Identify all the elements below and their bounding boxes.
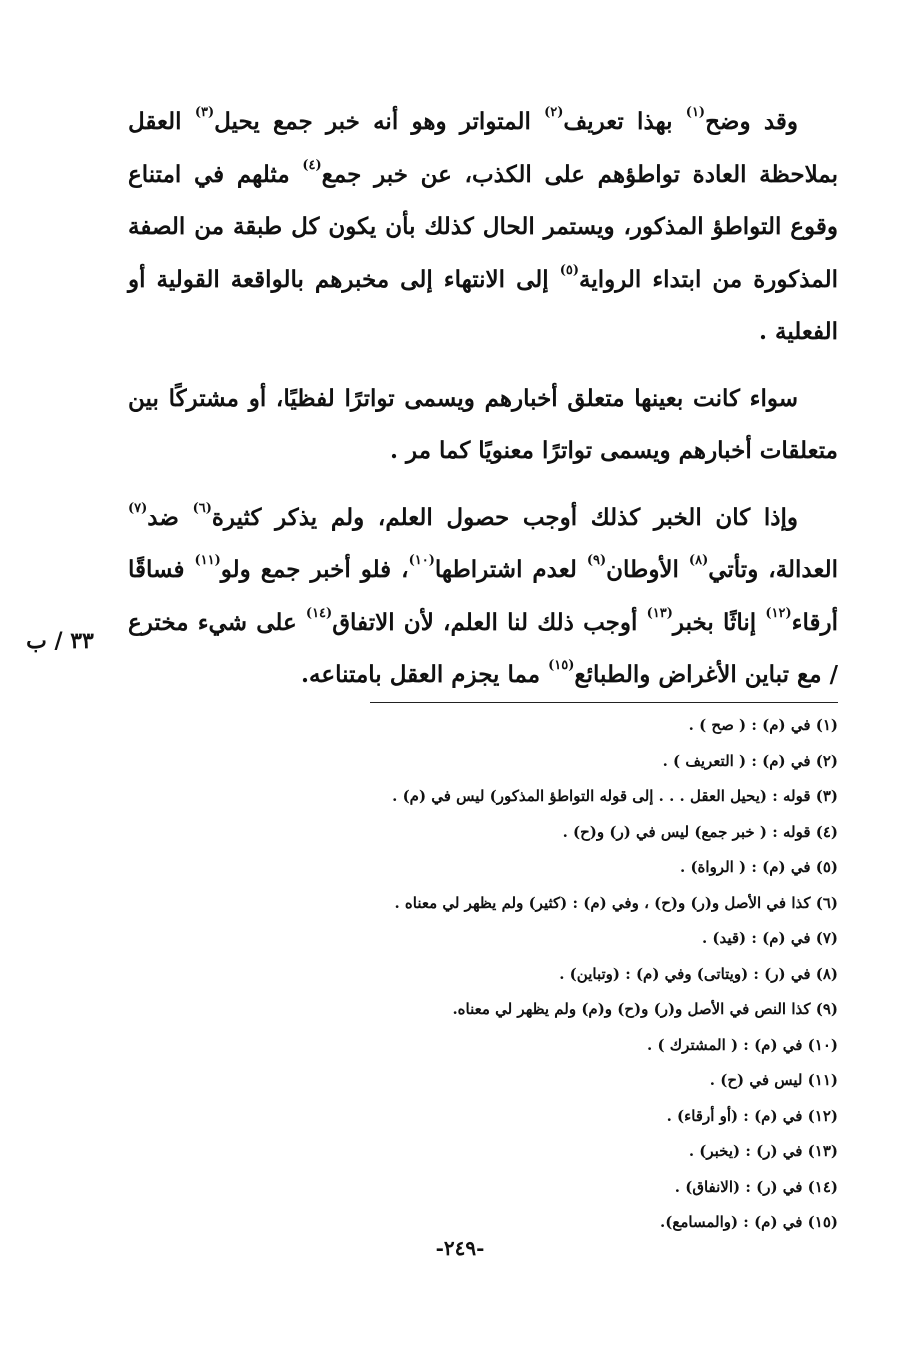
footnote-marker: (١٣) bbox=[646, 605, 673, 621]
footnote-marker: (٨) bbox=[688, 553, 709, 569]
footnote-marker: (٧) bbox=[128, 500, 148, 516]
footnote-7: (٧) في (م) : (قيد) . bbox=[701, 929, 838, 947]
footnote-marker: (٢) bbox=[544, 105, 564, 121]
paragraph-2 bbox=[128, 373, 838, 478]
footnote-8: (٨) في (ر) : (ويتاتى) وفي (م) : (وتباين) . bbox=[559, 964, 838, 983]
footnote-marker: (٥) bbox=[559, 262, 579, 278]
footnote-marker: (٦) bbox=[192, 500, 212, 516]
folio-marker: ٣٣ / ب bbox=[26, 628, 94, 654]
footnote-marker: (١٠) bbox=[408, 553, 435, 569]
footnote-15: (١٥) في (م) : (والمسامع). bbox=[660, 1213, 838, 1231]
text-segment: وإذا كان الخبر كذلك أوجب حصول العلم، ولم يذكر كثيرة bbox=[211, 503, 798, 531]
text-segment: بهذا تعريف bbox=[563, 108, 686, 135]
footnote-marker: (١٢) bbox=[765, 605, 792, 621]
footnote-2: (٢) في (م) : ( التعريف ) . bbox=[662, 751, 838, 770]
footnote-10: (١٠) في (م) : ( المشترك ) . bbox=[647, 1035, 838, 1054]
footnote-marker: (١) bbox=[685, 105, 706, 121]
footnote-11: (١١) ليس في (ح) . bbox=[709, 1071, 838, 1089]
footnote-marker: (١٥) bbox=[548, 658, 575, 674]
paragraph-1 bbox=[128, 96, 838, 359]
text-segment: العقل بملاحظة العادة تواطؤهم على الكذب، عن خبر جمع bbox=[128, 108, 838, 188]
footnote-3: (٣) قوله : (يحيل العقل . . . إلى قوله التواطؤ المذكور) ليس في (م) . bbox=[392, 787, 838, 805]
footnote-marker: (١٤) bbox=[305, 605, 333, 621]
main-text bbox=[128, 96, 838, 702]
text-segment: مما يجزم العقل بامتناعه. bbox=[301, 661, 549, 688]
text-segment: وقد وضح bbox=[705, 108, 798, 135]
footnote-marker: (٤) bbox=[302, 157, 322, 173]
footnote-5: (٥) في (م) : ( الرواة) . bbox=[680, 858, 838, 876]
text-segment: فساقًا أرقاء bbox=[128, 556, 838, 636]
text-segment: المتواتر وهو أنه خبر جمع يحيل bbox=[214, 108, 545, 135]
footnote-9: (٩) كذا النص في الأصل و(ر) و(ح) و(م) ولم يظهر لي معناه. bbox=[452, 1000, 838, 1018]
text-segment: ضد bbox=[147, 503, 193, 531]
footnote-6: (٦) كذا في الأصل و(ر) و(ح) ، وفي (م) : (كثير) ولم يظهر لي معناه . bbox=[394, 893, 838, 912]
footnotes-list bbox=[200, 708, 838, 1241]
paragraph-3 bbox=[128, 492, 838, 702]
footnote-12: (١٢) في (م) : (أو أرقاء) . bbox=[666, 1106, 838, 1125]
text-segment: مثلهم في امتناع وقوع التواطؤ المذكور، ويستمر الحال كذلك بأن يكون كل طبقة من الصفة المذكورة من ابتداء الرواية bbox=[128, 160, 838, 293]
footnote-marker: (٩) bbox=[586, 553, 607, 569]
text-segment: سواء كانت بعينها متعلق أخبارهم ويسمى تواترًا لفظيًا، أو مشتركًا بين متعلقات أخبارهم ويسمى تواترًا معنويًا كما مر . bbox=[128, 384, 838, 464]
text-segment: الأوطان bbox=[606, 556, 689, 583]
footnote-13: (١٣) في (ر) : (يخبر) . bbox=[688, 1142, 838, 1160]
footnote-marker: (١١) bbox=[194, 553, 221, 569]
footnote-marker: (٣) bbox=[194, 105, 215, 121]
page-number: -٢٤٩- bbox=[435, 1236, 485, 1260]
footnote-4: (٤) قوله : ( خبر جمع) ليس في (ر) و(ح) . bbox=[562, 822, 838, 841]
text-segment: على شيء مخترع / مع تباين الأغراض والطبائع bbox=[128, 608, 838, 688]
text-segment: أوجب ذلك لنا العلم، لأن الاتفاق bbox=[332, 608, 647, 636]
text-segment: إناثًا بخبر bbox=[672, 608, 766, 636]
text-segment: ، فلو أخبر جمع ولو bbox=[220, 556, 409, 583]
footnote-divider bbox=[370, 702, 838, 703]
text-segment: لعدم اشتراطها bbox=[434, 556, 587, 583]
text-segment: العدالة، وتأتي bbox=[708, 556, 838, 583]
text-segment: إلى الانتهاء إلى مخبرهم بالواقعة القولية أو الفعلية . bbox=[128, 265, 838, 345]
footnote-1: (١) في (م) : ( صح ) . bbox=[688, 716, 838, 734]
footnote-14: (١٤) في (ر) : (الانفاق) . bbox=[674, 1177, 838, 1196]
